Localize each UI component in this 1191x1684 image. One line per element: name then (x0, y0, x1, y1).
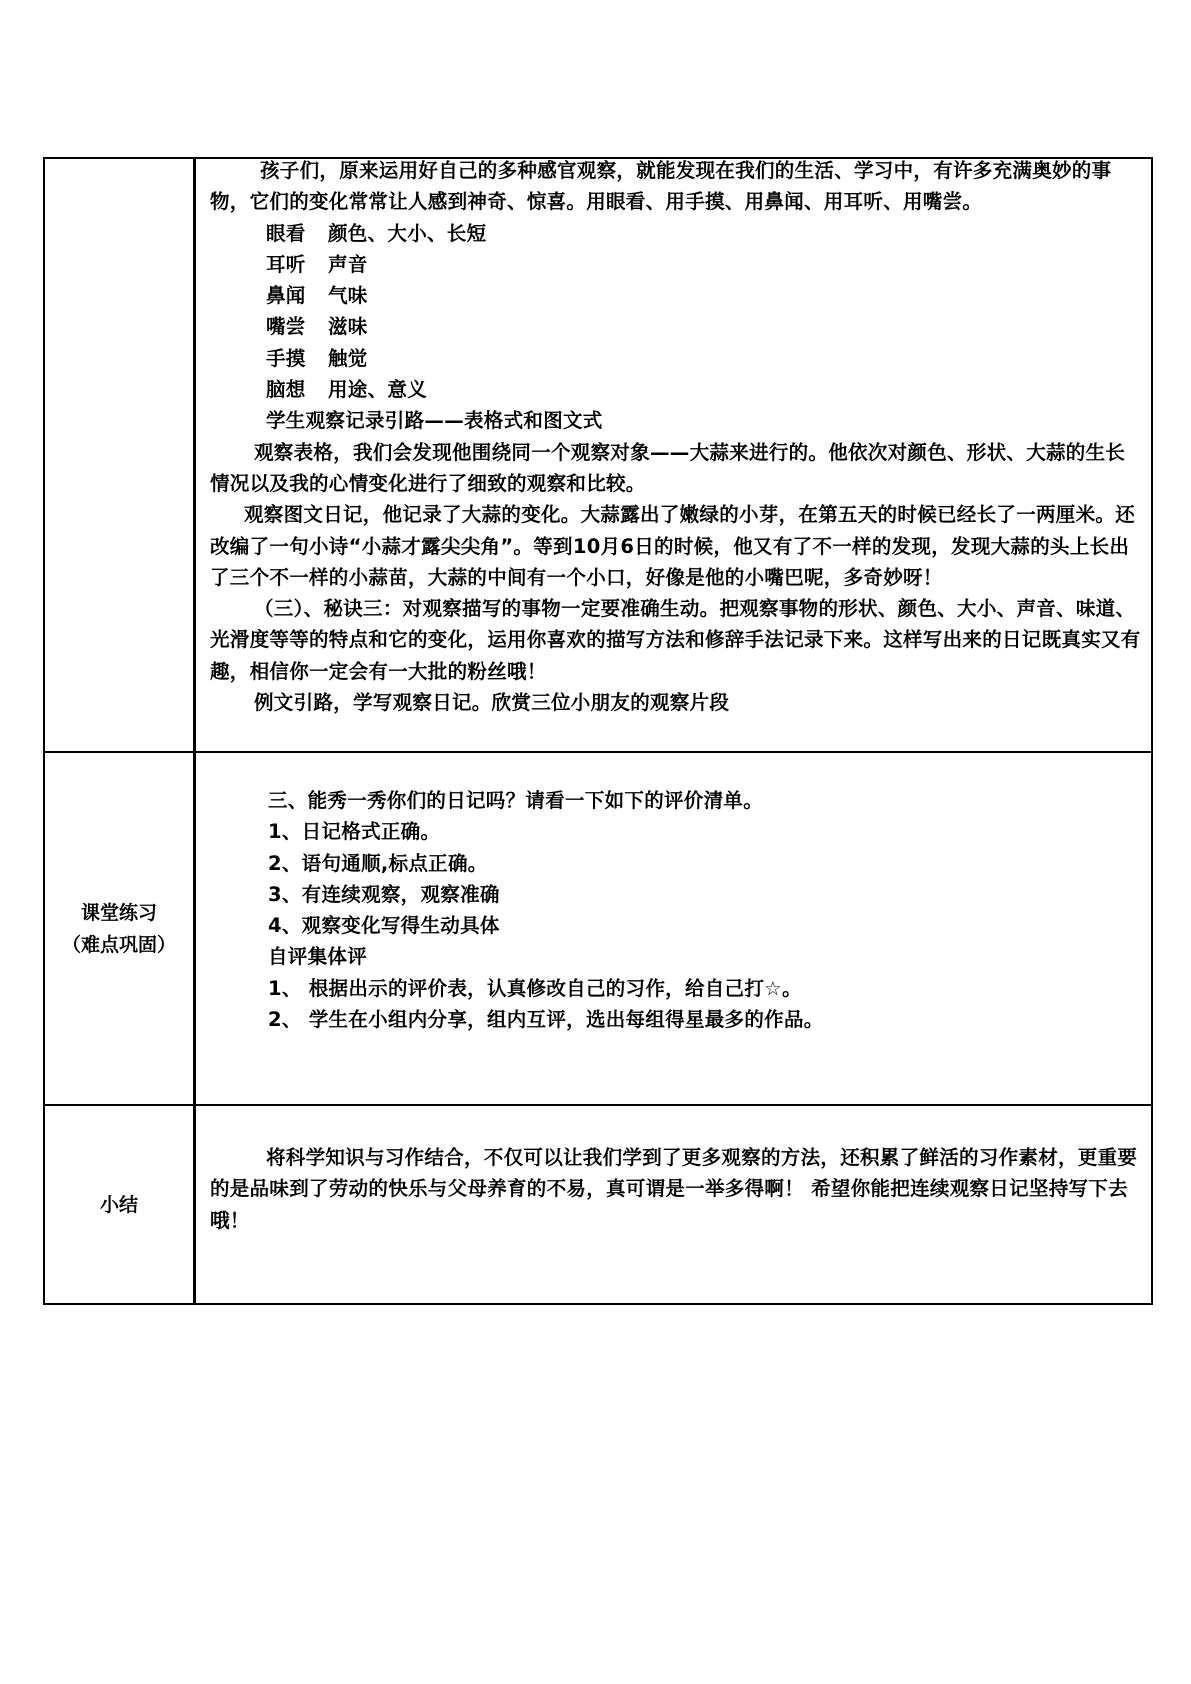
lesson-plan-table (43, 157, 1153, 1305)
sense-name: 鼻闻 (266, 284, 306, 308)
sense-name: 手摸 (266, 346, 306, 370)
criteria-item: 2、语句通顺,标点正确。 (268, 851, 488, 875)
table-observation-paragraph: 观察表格，我们会发现他围绕同一个观察对象——大蒜来进行的。他依次对颜色、形状、大蒜的生长情况以及我的心情变化进行了细致的观察和比较。 (210, 440, 1126, 495)
summary-paragraph: 将科学知识与习作结合，不仅可以让我们学到了更多观察的方法，还积累了鲜活的习作素材，更重要的是品味到了劳动的快乐与父母养育的不易，真可谓是一举多得啊！ 希望你能把连续观察日记坚持写下去哦！ (210, 1146, 1138, 1232)
evaluation-title: 自评集体评 (268, 945, 368, 969)
sense-name: 脑想 (266, 378, 306, 402)
sense-aspect: 用途、意义 (328, 378, 428, 402)
summary-label: 小结 (99, 1193, 138, 1216)
practice-sublabel: （难点巩固） (61, 933, 176, 956)
record-guide-line: 学生观察记录引路——表格式和图文式 (266, 409, 603, 433)
sense-item (210, 249, 1141, 280)
empty-label-cell (44, 158, 195, 752)
practice-intro: 三、能秀一秀你们的日记吗？请看一下如下的评价清单。 (268, 789, 764, 812)
sense-aspect: 滋味 (328, 315, 368, 339)
practice-label-cell (44, 752, 195, 1105)
summary-label-cell (44, 1105, 195, 1304)
sense-item (210, 374, 1141, 405)
criteria-item: 4、观察变化写得生动具体 (268, 914, 500, 938)
sense-aspect: 颜色、大小、长短 (328, 221, 487, 245)
content-cell (195, 158, 1153, 752)
sense-item (210, 311, 1141, 342)
sense-aspect: 触觉 (328, 346, 368, 370)
criteria-item: 3、有连续观察，观察准确 (268, 882, 500, 906)
secret-three-paragraph: （三）、秘诀三：对观察描写的事物一定要准确生动。把观察事物的形状、颜色、大小、声音、味道、光滑度等等的特点和它的变化，运用你喜欢的描写方法和修辞手法记录下来。这样写出来的日记既真实又有趣，相信你一定会有一大批的粉丝哦！ (210, 597, 1141, 683)
table-row (44, 752, 1152, 1105)
sense-item (210, 218, 1141, 249)
sense-aspect: 声音 (328, 252, 368, 276)
sense-item (210, 343, 1141, 374)
content-cell (195, 1105, 1153, 1304)
diary-observation-paragraph: 观察图文日记，他记录了大蒜的变化。大蒜露出了嫩绿的小芽，在第五天的时候已经长了一两厘米。还改编了一句小诗“小蒜才露尖尖角”。等到10月6日的时候，他又有了不一样的发现，发现大蒜的头上长出了三个不一样的小蒜苗，大蒜的中间有一个小口，好像是他的小嘴巴呢，多奇妙呀！ (210, 503, 1136, 589)
intro-paragraph: 孩子们，原来运用好自己的多种感官观察，就能发现在我们的生活、学习中，有许多充满奥妙的事物，它们的变化常常让人感到神奇、惊喜。用眼看、用手摸、用鼻闻、用耳听、用嘴尝。 (210, 159, 1112, 214)
criteria-item: 1、日记格式正确。 (268, 820, 441, 844)
evaluation-step: 1、 根据出示的评价表，认真修改自己的习作，给自己打☆。 (268, 976, 802, 1000)
sense-name: 耳听 (266, 252, 306, 276)
sense-name: 眼看 (266, 221, 306, 245)
content-cell (195, 752, 1153, 1105)
sense-aspect: 气味 (328, 284, 368, 308)
example-guide-line: 例文引路，学写观察日记。欣赏三位小朋友的观察片段 (254, 691, 730, 715)
sense-name: 嘴尝 (266, 315, 306, 339)
practice-label: 课堂练习 (80, 901, 157, 924)
sense-item (210, 280, 1141, 311)
evaluation-step: 2、 学生在小组内分享，组内互评，选出每组得星最多的作品。 (268, 1008, 824, 1032)
table-row (44, 158, 1152, 752)
table-row (44, 1105, 1152, 1304)
